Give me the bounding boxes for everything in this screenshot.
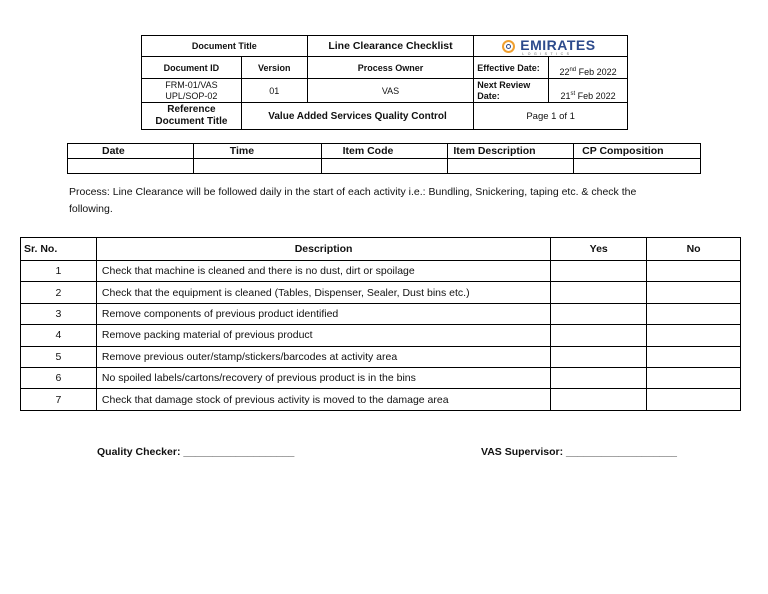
row-yes-cell[interactable] xyxy=(551,346,647,367)
document-header-table xyxy=(141,35,628,130)
column-no: No xyxy=(647,238,741,261)
document-id-line2: UPL/SOP-02 xyxy=(165,90,218,101)
row-yes-cell[interactable] xyxy=(551,389,647,410)
row-sr-no: 3 xyxy=(21,303,97,324)
next-review-label-line2: Date: xyxy=(477,90,500,101)
next-review-suffix: st xyxy=(570,91,576,97)
checklist-row xyxy=(21,282,741,303)
next-review-label-line1: Next Review xyxy=(477,79,531,90)
company-logo xyxy=(474,36,627,56)
row-yes-cell[interactable] xyxy=(551,282,647,303)
process-owner-value: VAS xyxy=(307,79,474,103)
date-input-cell[interactable] xyxy=(68,159,194,174)
column-cp-composition: CP Composition xyxy=(574,144,701,159)
reference-title-value: Value Added Services Quality Control xyxy=(241,103,473,130)
row-no-cell[interactable] xyxy=(647,325,741,346)
effective-date-rest: Feb 2022 xyxy=(576,67,617,77)
reference-label-line1: Reference xyxy=(167,104,216,115)
row-no-cell[interactable] xyxy=(647,389,741,410)
item-description-input-cell[interactable] xyxy=(448,159,574,174)
row-sr-no: 7 xyxy=(21,389,97,410)
row-sr-no: 6 xyxy=(21,367,97,388)
row-yes-cell[interactable] xyxy=(551,261,647,282)
row-sr-no: 1 xyxy=(21,261,97,282)
document-title-value: Line Clearance Checklist xyxy=(307,36,474,57)
row-no-cell[interactable] xyxy=(647,346,741,367)
row-description: No spoiled labels/cartons/recovery of previous product is in the bins xyxy=(96,367,550,388)
row-description: Remove components of previous product identified xyxy=(96,303,550,324)
page-info: Page 1 of 1 xyxy=(474,103,628,130)
next-review-value xyxy=(549,79,628,103)
logo-cell xyxy=(474,36,628,57)
row-no-cell[interactable] xyxy=(647,303,741,324)
cp-composition-input-cell[interactable] xyxy=(574,159,701,174)
row-no-cell[interactable] xyxy=(647,367,741,388)
document-id-value xyxy=(142,79,242,103)
column-item-code: Item Code xyxy=(321,144,448,159)
column-item-description: Item Description xyxy=(448,144,574,159)
row-yes-cell[interactable] xyxy=(551,325,647,346)
document-title-label: Document Title xyxy=(142,36,308,57)
checklist-row xyxy=(21,261,741,282)
quality-checker-signature[interactable]: Quality Checker: ___________________ xyxy=(97,446,295,458)
row-sr-no: 5 xyxy=(21,346,97,367)
row-description: Check that damage stock of previous activity is moved to the damage area xyxy=(96,389,550,410)
effective-date-label: Effective Date: xyxy=(474,57,549,79)
version-value: 01 xyxy=(241,79,307,103)
column-time: Time xyxy=(193,144,321,159)
checklist-row xyxy=(21,346,741,367)
checklist-row xyxy=(21,325,741,346)
checklist-row xyxy=(21,389,741,410)
reference-label-line2: Document Title xyxy=(155,116,228,127)
time-input-cell[interactable] xyxy=(193,159,321,174)
row-yes-cell[interactable] xyxy=(551,367,647,388)
effective-date-day: 22 xyxy=(559,67,570,77)
row-description: Check that machine is cleaned and there is no dust, dirt or spoilage xyxy=(96,261,550,282)
row-description: Remove previous outer/stamp/stickers/barcodes at activity area xyxy=(96,346,550,367)
row-description: Remove packing material of previous product xyxy=(96,325,550,346)
next-review-label xyxy=(474,79,549,103)
process-owner-label: Process Owner xyxy=(307,57,474,79)
row-no-cell[interactable] xyxy=(647,261,741,282)
process-instructions: Process: Line Clearance will be followed daily in the start of each activity i.e.: Bundling, Snickering, taping etc. & check the following. xyxy=(69,186,637,215)
version-label: Version xyxy=(241,57,307,79)
item-info-table xyxy=(67,143,701,174)
next-review-day: 21 xyxy=(560,91,571,101)
column-yes: Yes xyxy=(551,238,647,261)
column-description: Description xyxy=(96,238,550,261)
row-no-cell[interactable] xyxy=(647,282,741,303)
row-description: Check that the equipment is cleaned (Tables, Dispenser, Sealer, Dust bins etc.) xyxy=(96,282,550,303)
column-date: Date xyxy=(68,144,194,159)
column-sr-no: Sr. No. xyxy=(21,238,97,261)
reference-label xyxy=(142,103,242,130)
document-id-line1: FRM-01/VAS xyxy=(165,79,218,90)
logo-subtext: LOGISTICS xyxy=(522,52,573,56)
logo-name: EMIRATES xyxy=(520,37,596,53)
row-sr-no: 2 xyxy=(21,282,97,303)
effective-date-value xyxy=(549,57,628,79)
row-sr-no: 4 xyxy=(21,325,97,346)
logo-mark-icon xyxy=(502,40,515,53)
row-yes-cell[interactable] xyxy=(551,303,647,324)
checklist-row xyxy=(21,367,741,388)
item-code-input-cell[interactable] xyxy=(321,159,448,174)
effective-date-suffix: nd xyxy=(569,67,577,73)
vas-supervisor-signature[interactable]: VAS Supervisor: ___________________ xyxy=(481,446,677,458)
document-id-label: Document ID xyxy=(142,57,242,79)
next-review-rest: Feb 2022 xyxy=(575,91,616,101)
checklist-row xyxy=(21,303,741,324)
checklist-table xyxy=(20,237,741,411)
